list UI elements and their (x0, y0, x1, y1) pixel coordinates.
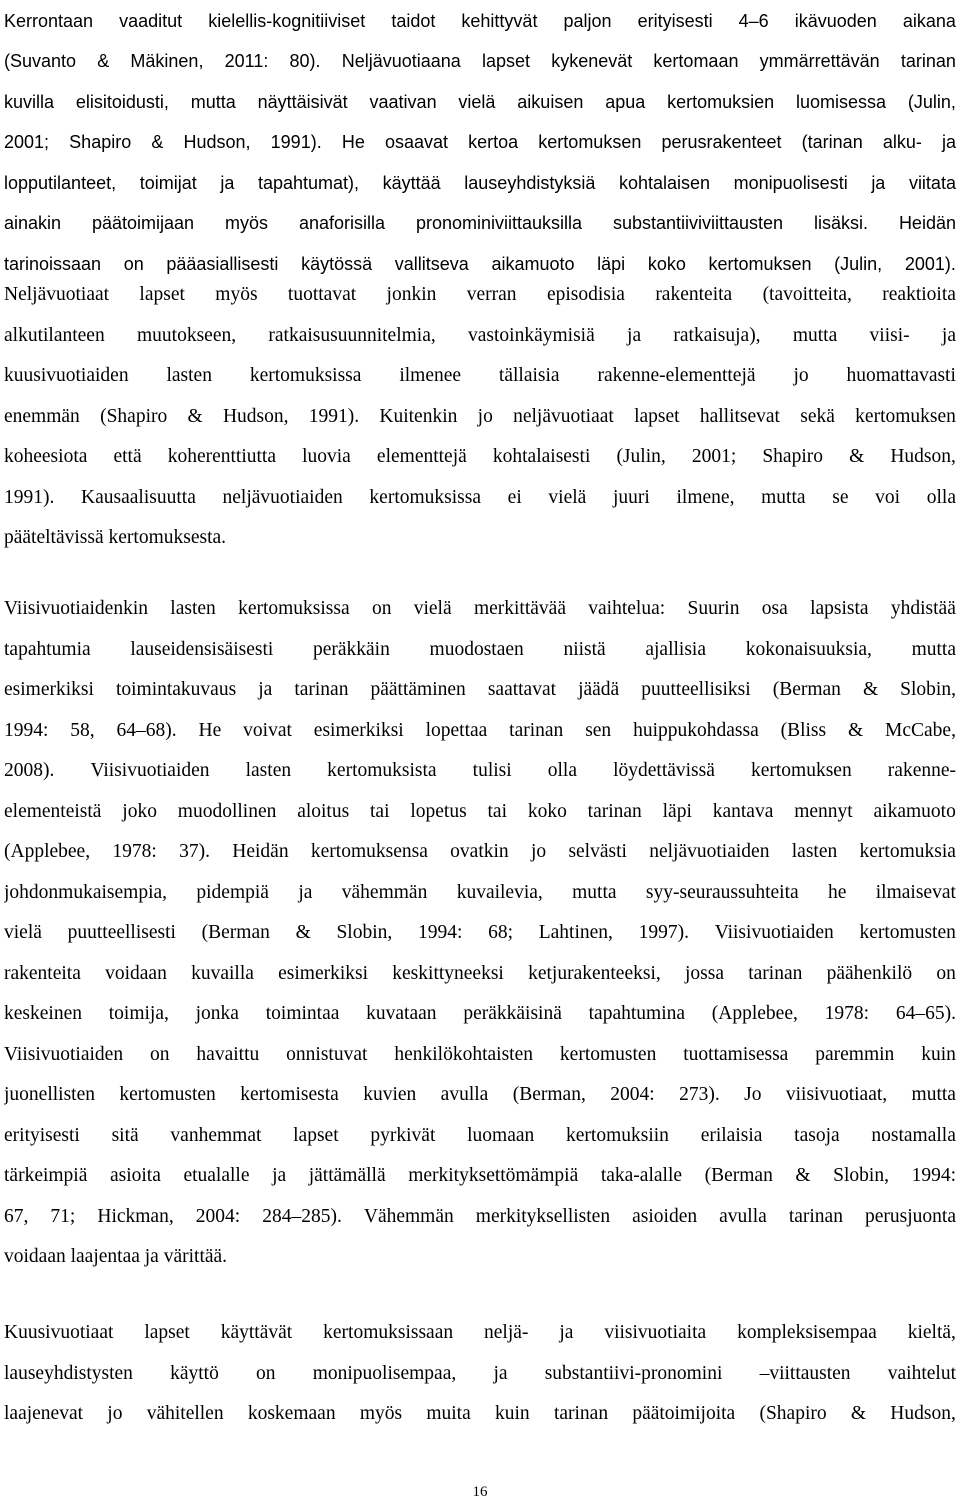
text-line: kuvilla elisitoidusti, mutta näyttäisivät vaativan vielä aikuisen apua kertomuksien luomisessa (Julin, (4, 91, 956, 112)
text-line: lopputilanteet, toimijat ja tapahtumat), käyttää lauseyhdistyksiä kohtalaisen monipuolisesti ja viitata (4, 172, 956, 193)
text-line: (Applebee, 1978: 37). Heidän kertomuksensa ovatkin jo selvästi neljävuotiaiden lasten kertomuksia (4, 841, 956, 863)
text-line: koheesiota että koherenttiutta luovia elementtejä kohtalaisesti (Julin, 2001; Shapiro & Hudson, (4, 446, 956, 468)
text-line: tärkeimpiä asioita etualalle ja jättämällä merkityksettömämpiä taka-alalle (Berman & Slobin, 1994: (4, 1165, 956, 1187)
text-line: voidaan laajentaa ja värittää. (4, 1246, 228, 1268)
text-line: lauseyhdistysten käyttö on monipuolisempaa, ja substantiivi-pronomini –viittausten vaihtelut (4, 1362, 956, 1384)
text-line: 2001; Shapiro & Hudson, 1991). He osaavat kertoa kertomuksen perusrakenteet (tarinan alku- ja (4, 132, 956, 153)
paragraph-2 (4, 589, 956, 1278)
paragraph-1-part-2 (4, 275, 956, 559)
text-line: Kerrontaan vaaditut kielellis-kognitiiviset taidot kehittyvät paljon erityisesti 4–6 ikävuoden aikana (4, 10, 956, 31)
text-line: ainakin päätoimijaan myös anaforisilla pronominiviittauksilla substantiiviviittausten lisäksi. Heidän (4, 213, 956, 234)
page-number: 16 (472, 1484, 488, 1500)
text-line: Kuusivuotiaat lapset käyttävät kertomuksissaan neljä- ja viisivuotiaita kompleksisempaa kieltä, (4, 1322, 956, 1344)
text-line: juonellisten kertomusten kertomisesta kuvien avulla (Berman, 2004: 273). Jo viisivuotiaat, mutta (4, 1084, 956, 1106)
text-line: enemmän (Shapiro & Hudson, 1991). Kuitenkin jo neljävuotiaat lapset hallitsevat sekä kertomuksen (4, 405, 956, 427)
text-line: johdonmukaisempia, pidempiä ja vähemmän kuvailevia, mutta syy-seuraussuhteita he ilmaisevat (4, 881, 956, 903)
text-line: Viisivuotiaiden on havaittu onnistuvat henkilökohtaisten kertomusten tuottamisessa paremmin kuin (4, 1043, 956, 1065)
text-line: erityisesti sitä vanhemmat lapset pyrkivät luomaan kertomuksiin erilaisia tasoja nostamalla (4, 1124, 956, 1146)
text-line: pääteltävissä kertomuksesta. (4, 527, 227, 549)
text-line: esimerkiksi toimintakuvaus ja tarinan päättäminen saattavat jäädä puutteellisiksi (Berman & Slobin, (4, 679, 956, 701)
text-line: vielä puutteellisesti (Berman & Slobin, 1994: 68; Lahtinen, 1997). Viisivuotiaiden kertomusten (4, 922, 956, 944)
paragraph-3 (4, 1313, 956, 1435)
text-line: rakenteita voidaan kuvailla esimerkiksi keskittyneeksi ketjurakenteeksi, jossa tarinan päähenkilö on (4, 962, 956, 984)
text-line: laajenevat jo vähitellen koskemaan myös muita kuin tarinan päätoimijoita (Shapiro & Hudson, (4, 1403, 956, 1425)
text-line: 1994: 58, 64–68). He voivat esimerkiksi lopettaa tarinan sen huippukohdassa (Bliss & McCabe, (4, 719, 956, 741)
paragraph-1-part-1 (4, 1, 956, 285)
text-line: Neljävuotiaat lapset myös tuottavat jonkin verran episodisia rakenteita (tavoitteita, reaktioita (4, 284, 956, 306)
text-line: 2008). Viisivuotiaiden lasten kertomuksista tulisi olla löydettävissä kertomuksen rakenne- (4, 760, 956, 782)
text-line: tarinoissaan on pääasiallisesti käytössä vallitseva aikamuoto läpi koko kertomuksen (Julin, 2001). (4, 253, 956, 274)
text-line: (Suvanto & Mäkinen, 2011: 80). Neljävuotiaana lapset kykenevät kertomaan ymmärrettävän tarinan (4, 51, 956, 72)
text-line: kuusivuotiaiden lasten kertomuksissa ilmenee tällaisia rakenne-elementtejä jo huomattavasti (4, 365, 956, 387)
text-line: 1991). Kausaalisuutta neljävuotiaiden kertomuksissa ei vielä juuri ilmene, mutta se voi olla (4, 486, 956, 508)
text-line: elementeistä joko muodollinen aloitus tai lopetus tai koko tarinan läpi kantava mennyt aikamuoto (4, 800, 956, 822)
text-line: Viisivuotiaidenkin lasten kertomuksissa on vielä merkittävää vaihtelua: Suurin osa lapsista yhdistää (4, 598, 956, 620)
text-line: alkutilanteen muutokseen, ratkaisusuunnitelmia, vastoinkäymisiä ja ratkaisuja), mutta viisi- ja (4, 324, 956, 346)
text-line: tapahtumia lauseidensisäisesti peräkkäin muodostaen niistä ajallisia kokonaisuuksia, mutta (4, 638, 956, 660)
text-line: 67, 71; Hickman, 2004: 284–285). Vähemmän merkityksellisten asioiden avulla tarinan perusjuonta (4, 1205, 956, 1227)
text-line: keskeinen toimija, jonka toimintaa kuvataan peräkkäisinä tapahtumina (Applebee, 1978: 64–65). (4, 1003, 956, 1025)
